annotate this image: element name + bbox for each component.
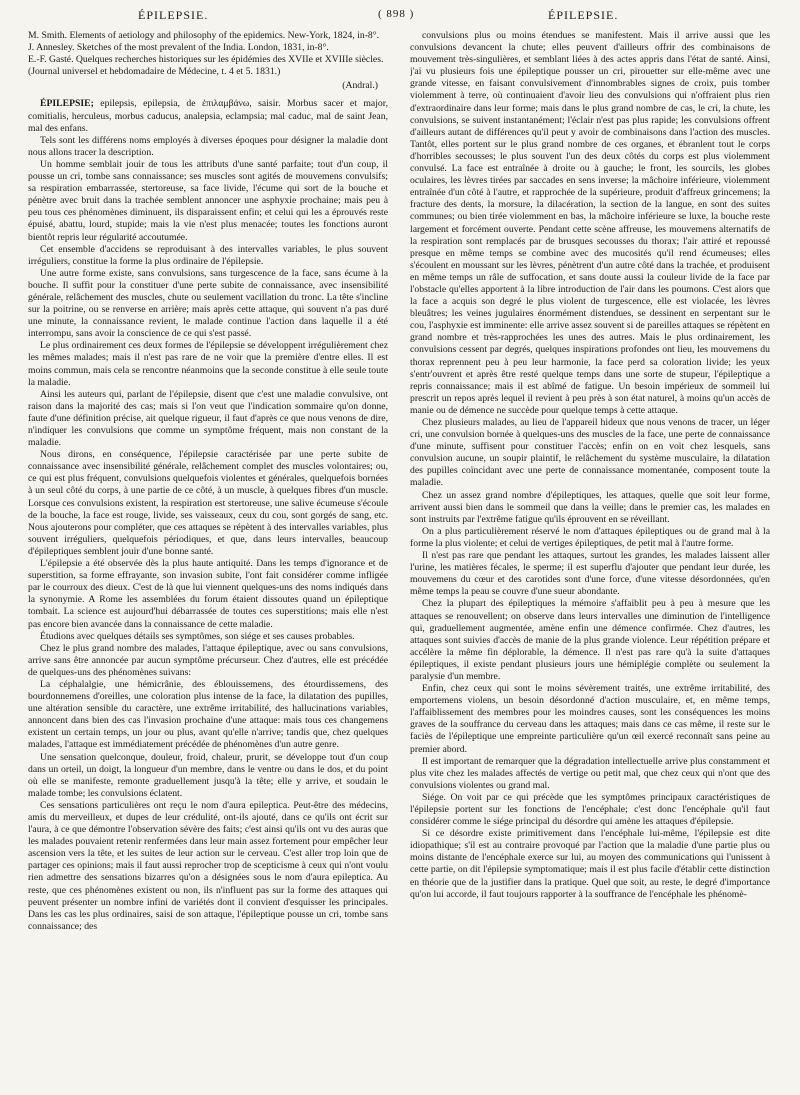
- right-column: [410, 30, 770, 1090]
- entry-paragraph: [28, 98, 388, 134]
- reference-4: (Journal universel et hebdomadaire de Médecine, t. 4 et 5. 1831.): [28, 66, 281, 78]
- paragraph: Ces sensations particulières ont reçu le nom d'aura epileptica. Peut-être des médecins, amis du merveilleux, et dupes de leur crédulité, ont-ils ajouté, dans ce qu'ils ont écrit sur l'aura, à ce que démontre l'observation sévère des faits; c'est ainsi qu'ils ont vu des auras que les malades pouvaient retenir renfermées dans leur main assez fortement pour empêcher leur ascension vers la tête, et les suites de leur action sur le cerveau. C'est aller trop loin que de partager ces opinions; mais il faut aussi reprocher trop de scepticisme à ceux qui n'ont voulu rien admettre des sensations bizarres qu'on a désignées sous le nom d'aura epileptica. Au reste, que ces phénomènes existent ou non, ils n'influent pas sur la forme des attaques qui peuvent présenter un nombre infini de variétés dont il convient d'esquisser les principales. Dans les cas les plus ordinaires, saisi de son attaque, l'épileptique pousse un cri, tombe sans connaissance; des: [28, 799, 388, 932]
- reference-1: M. Smith. Elements of aetiology and philosophy of the epidemics. New-York, 1824, in-8°.: [28, 30, 380, 41]
- running-header: [28, 6, 772, 28]
- paragraph: On a plus particulièrement réservé le nom d'attaques épileptiques ou de grand mal à la forme la plus violente; et celui de vertiges épileptiques, de petit mal à l'autre forme.: [410, 525, 770, 549]
- paragraph: Chez un assez grand nombre d'épileptiques, les attaques, quelle que soit leur forme, arrivent aussi bien dans le sommeil que dans la veille; dans le premier cas, les malades en sont instruits par l'extrême fatigue qu'ils éprouvent en se réveillant.: [410, 489, 770, 525]
- paragraph: Une autre forme existe, sans convulsions, sans turgescence de la face, sans écume à la bouche. Il suffit pour la constituer d'une perte subite de connaissance, avec insensibilité générale, relâchement des muscles, chute ou seulement vacillation du tronc. La tête s'incline sur la poitrine, ou se renverse en arrière; mais après cette attaque, qui souvent n'a pas duré une minute, la connaissance revient, le malade continue l'action dans laquelle il a été interrompu, sans avoir la conscience de ce qui s'est passé.: [28, 267, 388, 340]
- author-signature: (Andral.): [342, 80, 378, 92]
- paragraph: Le plus ordinairement ces deux formes de l'épilepsie se développent irrégulièrement chez les mêmes malades; mais il n'est pas rare de ne voir que la première d'entre elles. Il est moins commun, mais cela se rencontre néanmoins que la seconde constitue à elle seule toute la maladie.: [28, 340, 388, 388]
- paragraph: Siége. On voit par ce qui précède que les symptômes principaux caractéristiques de l'épilepsie portent sur les fonctions de l'encéphale; c'est donc l'encéphale qu'il faut considérer comme le siége principal du désordre qui amène les attaques d'épilepsie.: [410, 791, 770, 828]
- paragraph: Ainsi les auteurs qui, parlant de l'épilepsie, disent que c'est une maladie convulsive, ont raison dans la majorité des cas; mais si l'on veut que l'indication sommaire qu'on donne, faute d'une définition précise, ait quelque rigueur, il faut d'après ce que nous venons de dire, n'indiquer les convulsions que comme un symptôme fréquent, mais non constant de la maladie.: [28, 388, 388, 449]
- paragraph: convulsions plus ou moins étendues se manifestent. Mais il arrive aussi que les convulsions devancent la chute; elles peuvent d'ailleurs offrir des combinaisons de mouvement très-singulières, et semblant liées à des actes appris dans l'état de santé. Ainsi, j'ai vu plusieurs fois une épileptique pousser un cri, pirouetter sur elle-même avec une grande vitesse, en faisant convulsivement d'innombrables signes de croix, puis tomber violemment à terre, où continuaient d'avoir lieu des convulsions qui n'offraient plus rien d'extraordinaire dans leur forme; mais dans le plus grand nombre de cas, le cri, la chute, les convulsions, se suivent instantanément; l'éclair n'est pas plus rapide; les convulsions offrent d'ailleurs autant de différences qu'il peut y avoir de combinaisons dans l'action des muscles. Tantôt, elles portent sur le plus grand nombre de ces organes, et ébranlent tout le corps d'horribles secousses; le plus souvent l'un des deux côtés du corps est plus violemment convulsé. La face est entraînée à droite ou à gauche; le front, les sourcils, les globes oculaires, les lèvres tirées par saccades en sens inverse; la mâchoire inférieure, violemment entraînée d'un côté à l'autre, et rapprochée de la supérieure, produit d'affreux grincemens; la fracture des dents, la morsure, la dilacération, la section de la langue, en sont des suites communes; ou bien tirée violemment en bas, la mâchoire inférieure se luxe, la bouche reste largement et forcément ouverte. Pendant cette scène affreuse, les mouvemens alternatifs de la respiration sont remplacés par de brusques secousses du thorax; l'air attiré et repoussé presque en même temps se combine avec des mucosités qu'il rend écumeuses; elles s'écoulent en moussant sur les lèvres, pénètrent d'un autre côté dans la trachée, et produisent en même temps un râle de suffocation, et sans doute aussi la couleur livide de la face par l'obstacle qu'elles apportent à la libre introduction de l'air dans les poumons. C'est alors que la face a acquis son degré le plus violent de turgescence, elle est violacée, les lèvres bleuâtres; les veines jugulaires énormément distendues, se dessinent en serpentant sur le cou, l'asphyxie est imminente: elle arrive assez souvent si de pareilles attaques se répètent en grand nombre et très-rapprochées les unes des autres. Mais le plus ordinairement, les convulsions cessent par degrés, quelques inspirations profondes ont lieu, les mouvemens du thorax reprennent peu à peu leur harmonie, la face perd sa coloration livide; les yeux s'entr'ouvrent et après être resté quelque temps dans une sorte de stupeur, l'épileptique a repris connaissance; mais il est abîmé de fatigue. Un besoin impérieux de sommeil lui prescrit un repos après lequel il revient à peu près à son état naturel, à moins qu'un accès de manie ou de démence ne succède pour quelque temps à cette attaque.: [410, 30, 770, 416]
- paragraph: L'épilepsie a été observée dès la plus haute antiquité. Dans les temps d'ignorance et de superstition, sa forme effrayante, son invasion subite, l'ont fait considérer comme infligée par le courroux des dieux. C'est de là que lui viennent quelques-uns des noms indiqués dans la synonymie. A Rome les assemblées du forum étaient dissoutes quand un épileptique tombait. La science est aujourd'hui débarrassée de toutes ces superstitions; mais elle n'est pas encore bien avancée dans la connaissance de cette maladie.: [28, 558, 388, 630]
- paragraph: Chez le plus grand nombre des malades, l'attaque épileptique, avec ou sans convulsions, arrive sans être annoncée par aucun symptôme précurseur. Chez d'autres, elle est précédée de quelques-uns des phénomènes suivans:: [28, 642, 388, 678]
- paragraph: Étudions avec quelques détails ses symptômes, son siége et ses causes probables.: [40, 630, 355, 642]
- paragraph: Cet ensemble d'accidens se reproduisant à des intervalles variables, le plus souvent irréguliers, constitue la forme la plus ordinaire de l'épilepsie.: [28, 243, 388, 267]
- reference-2: J. Annesley. Sketches of the most prevalent of the India. London, 1831, in-8°.: [28, 42, 329, 54]
- header-page-number: ( 898 ): [378, 8, 415, 20]
- paragraph: Nous dirons, en conséquence, l'épilepsie caractérisée par une perte subite de connaissance avec insensibilité générale, relâchement complet des muscles volontaires; ou, ce qui est plus fréquent, convulsions quelquefois violentes et générales, quelquefois bornées à un seul côté du corps, à une partie de ce côté, à un muscle, à quelques fibres d'un muscle. Lorsque ces convulsions existent, la respiration est stertoreuse, une salive écumeuse s'écoule de la bouche, la face est rouge, livide, ses vaisseaux, ceux du cou, sont gorgés de sang, etc. Nous ajouterons pour compléter, que ces attaques se répètent à des intervalles variables, plus souvent irréguliers, quelquefois périodiques, et que, dans leurs intervalles, beaucoup d'épileptiques semblent jouir d'une bonne santé.: [28, 449, 388, 557]
- entry-headword: ÉPILEPSIE;: [40, 98, 101, 110]
- entry-definition: epilepsis, epilepsia, de ἐπιλαμβάνω, saisir. Morbus sacer et major, comitialis, herculeus, morbus caducus, analepsia, eclampsia; mal caduc, mal de saint Jean, mal des enfans.: [28, 98, 388, 134]
- reference-3: E.-F. Gasté. Quelques recherches historiques sur les épidémies des XVIIe et XVIIIe siècles.: [28, 54, 384, 66]
- left-column: [28, 30, 388, 1090]
- header-right-title: ÉPILEPSIE.: [548, 8, 619, 22]
- paragraph: Il est important de remarquer que la dégradation intellectuelle arrive plus constamment et plus vite chez les malades affectés de vertige ou petit mal, que chez ceux qui n'ont que des convulsions violentes ou grand mal.: [410, 755, 770, 791]
- paragraph: Il n'est pas rare que pendant les attaques, surtout les grandes, les malades laissent aller l'urine, les matières fécales, le sperme; il est superflu d'ajouter que pendant leur durée, les mouvemens du cœur et des carotides sont d'une force, d'une vitesse désordonnées, qu'en même temps la peau se couvre d'une sueur abondante.: [410, 550, 770, 598]
- paragraph: Chez la plupart des épileptiques la mémoire s'affaiblit peu à peu à mesure que les attaques se renouvellent; on observe dans leurs intervalles une diminution de l'intelligence qui, graduellement augmentée, amène enfin une démence confirmée. Chez d'autres, les attaques sont suivies d'accès de manie de la plus grande violence. Leur répétition prépare et accélère la même fin déplorable, la démence. Il n'est pas rare qu'à la suite d'attaques épileptiques, il existe pendant plusieurs jours une hémiplégie complète ou seulement la paralysie d'un membre.: [410, 598, 770, 682]
- paragraph: La céphalalgie, une hémicrânie, des éblouissemens, des étourdissemens, des bourdonnemens d'oreilles, une coloration plus intense de la face, la dilatation des pupilles, une altération sensible du caractère, une extrême irritabilité, des hallucinations variables, annoncent dans bien des cas l'invasion prochaine d'une attaque: mais tous ces changemens existent un certain temps, un jour ou plus, avant qu'elle n'arrive; tandis que, chez quelques malades, l'attaque est immédiatement précédée de phénomènes d'un autre genre.: [28, 678, 388, 751]
- paragraph: Une sensation quelconque, douleur, froid, chaleur, prurit, se développe tout d'un coup dans un orteil, un doigt, la longueur d'un membre, dans le ventre ou dans le dos, et du point où elle se manifeste, remonte graduellement jusqu'à la tête; elle y arrive, et soudain le malade tombe; les convulsions éclatent.: [28, 751, 388, 799]
- paragraph: Un homme semblait jouir de tous les attributs d'une santé parfaite; tout d'un coup, il pousse un cri, tombe sans connaissance; ses muscles sont agités de mouvemens convulsifs; sa respiration embarrassée, stertoreuse, sa face livide, l'écume qui sort de la bouche et pénètre avec bruit dans la trachée semblent annoncer une asphyxie prochaine; mais peu à peu tous ces phénomènes diminuent, ils disparaissent enfin; et celui qui les a éprouvés reste épuisé, abattu, lourd, stupide; mais la vie n'est plus menacée; toutes les fonctions auront bientôt repris leur régularité accoutumée.: [28, 158, 388, 243]
- paragraph: Enfin, chez ceux qui sont le moins sévèrement traités, une extrême irritabilité, des emportemens violens, un besoin désordonné d'action musculaire, et, en même temps, l'affaiblissement des membres pour les moindres causes, sont les conséquences les moins graves de la souffrance du cerveau dans les attaques; mais dans ce cas même, il reste sur le faciès de l'épileptique une empreinte particulière qu'un œil exercé reconnaît sans peine au premier abord.: [410, 683, 770, 755]
- paragraph: Tels sont les différens noms employés à diverses époques pour désigner la maladie dont nous allons tracer la description.: [28, 134, 388, 158]
- header-left-title: ÉPILEPSIE.: [138, 8, 209, 22]
- paragraph: Chez plusieurs malades, au lieu de l'appareil hideux que nous venons de tracer, un léger cri, une convulsion bornée à quelques-uns des muscles de la face, une perte de connaissance d'une minute, suffisent pour constituer l'accès; enfin on en voit chez lesquels, sans convulsion aucune, un soupir plaintif, le relâchement du système musculaire, la dilatation des pupilles coïncidant avec une perte de connaissance momentanée, composent toute la maladie.: [410, 417, 770, 489]
- paragraph: Si ce désordre existe primitivement dans l'encéphale lui-même, l'épilepsie est dite idiopathique; s'il est au contraire provoqué par l'action que la maladie d'une partie plus ou moins distante de l'encéphale exerce sur lui, au moyen des communications qui l'unissent à cette partie, on dit l'épilepsie symptomatique; mais il est plus facile d'établir cette distinction en théorie que de la justifier dans la pratique. Quel que soit, au reste, le degré d'importance qu'on lui accorde, il faut toujours rapporter à la souffrance de l'encéphale les phénomè-: [410, 828, 770, 900]
